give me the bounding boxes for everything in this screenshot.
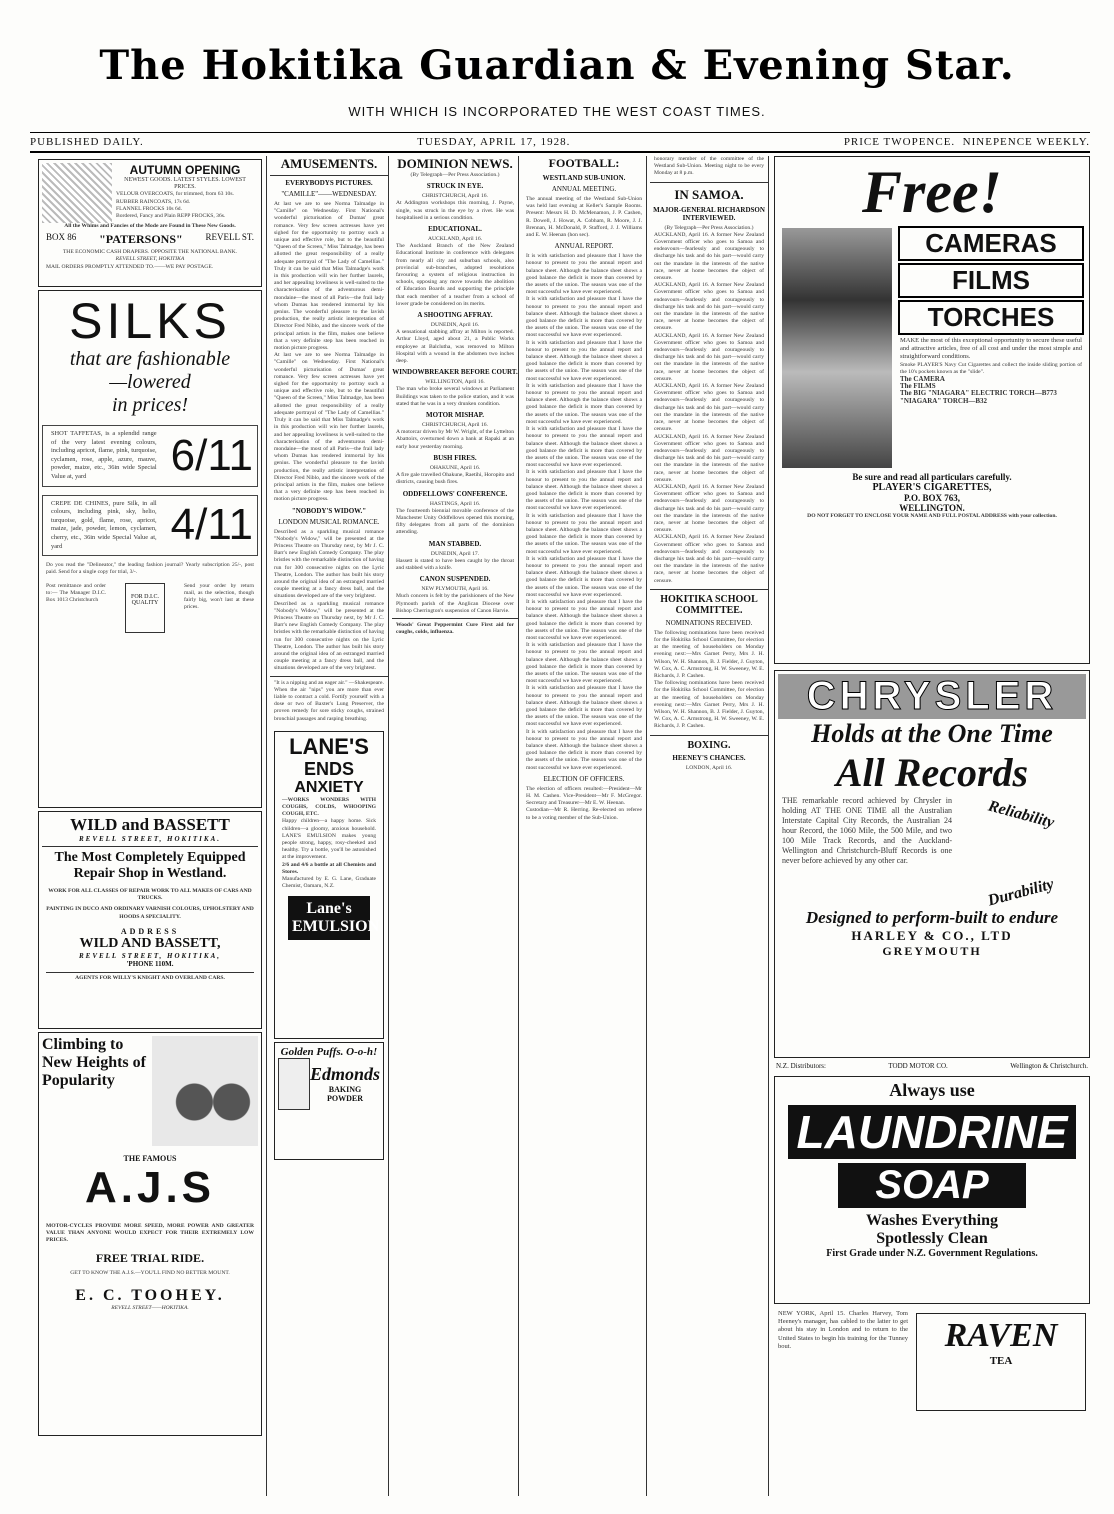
players-pobox: P.O. BOX 763,	[904, 493, 960, 503]
annual-report-body-10: It is with satisfaction and pleasure that I have the honour to present to you the annual report and balance sheet. Although the balance sheet shows a good balance the deficit is more than covered by the assets of the union. The season was one of the most successful we have ever experienced.	[526, 642, 642, 685]
baxters-text: When the air "nips" you are more than ever liable to contract a cold. Fortify yourself with a dose or two of Baxter's Lung Preserver, the proven remedy for sore sticky coughs, strained bronchial passages and rasping breathing.	[274, 686, 384, 722]
laundrine-soap-ad	[774, 1076, 1090, 1304]
football-heading: FOOTBALL:	[548, 156, 620, 170]
annual-meeting: ANNUAL MEETING.	[551, 185, 617, 193]
torches-heading: TORCHES	[898, 300, 1084, 335]
players-niagara-b32: "NIAGARA" TORCH—B32	[900, 396, 988, 405]
samoa-article-6: AUCKLAND, April 16. A former New Zealand Government officer who goes to Samoa and endeavours—fearlessly and courageously to discharge his task and do his part—would carry out the mandate in the interests of the native race, never at home becomes the object of censure.	[654, 483, 764, 534]
reliability-banner: Reliability	[986, 797, 1056, 832]
baking-tin-illustration	[278, 1058, 310, 1110]
patersons-address: REVELL STREET, HOKITIKA	[115, 256, 185, 263]
cameras-heading: CAMERAS	[898, 226, 1084, 261]
annual-report-body: It is with satisfaction and pleasure that I have the honour to present to you the annual report and balance sheet. Although the balance sheet shows a good balance the deficit is more than covered by the assets of the union. The season was one of the most successful we have ever experienced.	[526, 253, 642, 296]
washes-everything: Washes Everything	[865, 1212, 998, 1229]
chrysler-records: All Records	[835, 750, 1029, 795]
delineator-note: Do you read the "Delineator," the leading fashion journal? Yearly subscription 25/-, post paid. Send for a single copy for trial, 3/-.	[46, 562, 254, 576]
dominion-news-heading: DOMINION NEWS.	[397, 156, 513, 171]
samoa-article-7: AUCKLAND, April 16. A former New Zealand Government officer who goes to Samoa and endeavours—fearlessly and courageously to discharge his task and do his part—would carry out the mandate in the interests of the native race, never at home becomes the object of censure.	[654, 534, 764, 584]
price-taffetas: 6/11	[170, 430, 253, 480]
motor-mishap-dateline: CHRISTCHURCH, April 16.	[422, 422, 488, 429]
lanes-price: 2/6 and 4/6 a bottle at all Chemists and Stores.	[282, 861, 376, 875]
heeneys-chances: HEENEY'S CHANCES.	[672, 753, 746, 762]
chrysler-ad	[774, 670, 1090, 1058]
laundrine-logo: LAUNDRINE	[788, 1105, 1076, 1159]
wild-bassett-title: WILD and BASSETT	[70, 815, 230, 834]
free-heading: Free!	[862, 159, 1002, 225]
wild-bassett-address: REVELL STREET, HOKITIKA.	[78, 835, 221, 843]
samoa-article-5: AUCKLAND, April 16. A former New Zealand Government officer who goes to Samoa and endeavours—fearlessly and courageously to discharge his task and do his part—would carry out the mandate in the interests of the native race, never at home becomes the object of censure.	[654, 433, 764, 483]
repair-classes: WORK FOR ALL CLASSES OF REPAIR WORK TO ALL MAKES OF CARS AND TRUCKS.	[48, 888, 252, 902]
annual-report-body-7: It is with satisfaction and pleasure that I have the honour to present to you the annual report and balance sheet. Although the balance sheet shows a good balance the deficit is more than covered by the assets of the union. The season was one of the most successful we have ever experienced.	[526, 512, 642, 555]
column-amusements	[270, 156, 389, 1496]
autumn-opening: AUTUMN OPENING	[129, 163, 241, 177]
greymouth: GREYMOUTH	[882, 944, 982, 958]
players-smoke: Smoke PLAYER'S Navy Cut Cigarettes and collect the inside sliding portion of the 10's pockets known as the "slide".	[900, 361, 1082, 375]
shot-taffetas-desc: SHOT TAFFETAS, is a splendid range of the very latest evening colours, including apricot, flame, pink, turquoise, cyclamen, rose, apple, azure, mauve, powder, maize, etc., 36in wide Special Value at, yard	[51, 430, 157, 480]
lanes-works: —WORKS WONDERS WITH COUGHS, COLDS, WHOOPING COUGH, ETC.	[282, 796, 376, 818]
bush-fires-body: A fire gale travelled Ohakune, Raetihi, Horopito and districts, causing bush fires.	[396, 472, 514, 486]
fashion-figures-illustration	[42, 163, 112, 223]
oddfellows-conference: ODDFELLOWS' CONFERENCE.	[402, 489, 508, 498]
price: PRICE TWOPENCE.	[843, 136, 956, 148]
shakespeare-quote: "It is a nipping and an eager air." —Shakespeare.	[274, 679, 384, 686]
dic-quality-seal: FOR D.I.C. QUALITY	[125, 583, 165, 633]
toohey-address: REVELL STREET——HOKITIKA.	[111, 1304, 189, 1311]
box-number: BOX 86	[46, 232, 77, 243]
ends-heading: ENDS	[303, 758, 354, 779]
educational: EDUCATIONAL.	[428, 225, 482, 234]
baking-powder: BAKING POWDER	[326, 1085, 363, 1104]
players-cigarettes: PLAYER'S CIGARETTES,	[872, 482, 992, 493]
dateline	[30, 132, 1090, 153]
camille-title: "CAMILLE"——WEDNESDAY.	[281, 190, 377, 198]
players-wellington: WELLINGTON.	[899, 503, 965, 513]
nominations-list-2: The following nominations have been received for the Hokitika School Committee, for election at the meeting of householders on Monday evening next:—Mrs Garnet Perry, Mrs J. H. Wilson, W. H. Shannon, B. J. Fielder, J. Guyton, W. Cox, A. C. Armstrong, H. W. Sweeney, W. E. Richards, J. P. Cashen.	[654, 680, 764, 730]
samoa-article-2: AUCKLAND, April 16. A former New Zealand Government officer who goes to Samoa and endeavours—fearlessly and courageously to discharge his task and do his part—would carry out the mandate in the interests of the native race, never at home becomes the object of censure.	[654, 282, 764, 332]
election-of-officers: ELECTION OF OFFICERS.	[543, 774, 625, 783]
samoa-article-4: AUCKLAND, April 16. A former New Zealand Government officer who goes to Samoa and endeavours—fearlessly and courageously to discharge his task and do his part—would carry out the mandate in the interests of the native race, never at home becomes the object of censure.	[654, 383, 764, 433]
patersons-mail: MAIL ORDERS PROMPTLY ATTENDED TO.——WE PAY POSTAGE.	[46, 263, 214, 270]
agents-line: AGENTS FOR WILLY'S KNIGHT AND OVERLAND CARS.	[46, 972, 254, 982]
todd-motor-co: TODD MOTOR CO.	[888, 1062, 948, 1070]
column-dominion-news	[392, 156, 519, 1496]
annual-report-body-12: It is with satisfaction and pleasure that I have the honour to present to you the annual report and balance sheet. Although the balance sheet shows a good balance the deficit is more than covered by the assets of the union. The season was one of the most successful we have ever experienced.	[526, 728, 642, 771]
wild-bassett-name: WILD AND BASSETT,	[79, 935, 221, 951]
edmonds-ad	[274, 1042, 384, 1160]
toohey-name: E. C. TOOHEY.	[75, 1286, 225, 1304]
london-dateline: LONDON, April 16.	[685, 764, 733, 771]
samoa-article-3: AUCKLAND, April 16. A former New Zealand Government officer who goes to Samoa and endeavours—fearlessly and courageously to discharge his task and do his part—would carry out the mandate in the interests of the native race, never at home becomes the object of censure.	[654, 332, 764, 382]
spotlessly-clean: Spotlessly Clean	[876, 1230, 988, 1247]
velour-line: VELOUR OVERCOATS, for trimmed, from 63 10s.	[116, 191, 234, 198]
flannel-line: FLANNEL FROCKS 10s 6d.	[116, 205, 182, 212]
motor-mishap: MOTOR MISHAP.	[426, 411, 484, 420]
column-samoa	[650, 156, 769, 1496]
wild-bassett-address-2: REVELL STREET, HOKITIKA,	[78, 951, 221, 960]
players-camera: The CAMERA	[900, 375, 945, 384]
send-order-note: Send your order by return mail, as the selection, though fairly big, won't last at these prices.	[184, 582, 254, 611]
annual-report: ANNUAL REPORT.	[554, 242, 614, 251]
newest-goods: NEWEST GOODS. LATEST STYLES. LOWEST PRICES.	[124, 177, 246, 191]
lanes-manufacturer: Manufactured by E. G. Lane, Graduate Chemist, Oamaru, N.Z.	[282, 876, 376, 890]
raven-tea-ad	[916, 1313, 1086, 1411]
players-free-ad	[774, 156, 1090, 664]
harley-co: HARLEY & CO., LTD	[851, 928, 1013, 943]
issue-date: TUESDAY, APRIL 17, 1928.	[417, 136, 571, 148]
revell-street: REVELL ST.	[205, 232, 254, 243]
nominations-list: The following nominations have been received for the Hokitika School Committee, for election at the meeting of householders on Monday evening next:—Mrs Garnet Perry, Mrs J. H. Wilson, W. H. Shannon, B. J. Fielder, J. Guyton, W. Cox, A. C. Armstrong, H. W. Sweeney, W. E. Richards, J. P. Cashen.	[654, 629, 764, 679]
educational-dateline: AUCKLAND, April 16.	[427, 236, 483, 243]
windowbreaker-body: The man who broke several windows at Parliament Buildings was taken to the police station, and it was stated that he was in a very drunken condition.	[396, 386, 514, 407]
annual-report-body-11: It is with satisfaction and pleasure that I have the honour to present to you the annual report and balance sheet. Although the balance sheet shows a good balance the deficit is more than covered by the assets of the union. The season was one of the most successful we have ever experienced.	[526, 685, 642, 728]
films-heading: FILMS	[898, 263, 1084, 298]
ajs-motor-cycles-desc: MOTOR-CYCLES PROVIDE MORE SPEED, MORE POWER AND GREATER VALUE THAN ANYONE WOULD EXPECT FOR THEIR EXTREMELY LOW PRICES.	[46, 1223, 254, 1244]
edmonds-logo: Edmonds	[309, 1064, 380, 1085]
struck-in-eye-body: At Addington workshops this morning, J. Payne, single, was struck in the eye by a rivet. He was hospitalised in a serious condition.	[396, 200, 514, 221]
raven-tea: TEA	[989, 1355, 1013, 1367]
durability-banner: Durability	[986, 875, 1056, 910]
masthead-title: The Hokitika Guardian & Evening Star.	[99, 42, 1015, 89]
ajs-logo: A.J.S	[84, 1163, 216, 1212]
football-article: The annual meeting of the Westland Sub-Union was held last evening at Keller's Sample Rooms. Present: Messrs H. D. McMenamon, J. P. Cashen, R. Dowell, J. Howat, A. Cobham, R. Moore, J. J. Brennan, H. McDonald, P. Stafford, J. J. Williams and E. W. Heenan (hon sec).	[526, 196, 642, 239]
motorcycle-illustration	[152, 1036, 258, 1146]
weekly-price: NINEPENCE WEEKLY.	[962, 136, 1090, 148]
annual-report-body-6: It is with satisfaction and pleasure that I have the honour to present to you the annual report and balance sheet. Although the balance sheet shows a good balance the deficit is more than covered by the assets of the union. The season was one of the most successful we have ever experienced.	[526, 469, 642, 512]
bush-fires: BUSH FIRES.	[433, 453, 477, 462]
annual-report-body-2: It is with satisfaction and pleasure that I have the honour to present to you the annual report and balance sheet. Although the balance sheet shows a good balance the deficit is more than covered by the assets of the union. The season was one of the most successful we have ever experienced.	[526, 296, 642, 339]
silks-heading: SILKS	[69, 293, 231, 349]
struck-in-eye-dateline: CHRISTCHURCH, April 16.	[422, 193, 488, 200]
in-samoa-heading: IN SAMOA.	[650, 182, 768, 203]
silks-lowered: —lowered	[109, 371, 191, 393]
richardson-interviewed: MAJOR-GENERAL RICHARDSON INTERVIEWED.	[653, 205, 765, 222]
chrysler-logo: CHRYSLER	[778, 674, 1086, 719]
patersons-tagline: THE ECONOMIC CASH DRAPERS. OPPOSITE THE NATIONAL BANK.	[62, 249, 238, 256]
westland-sub-union: WESTLAND SUB-UNION.	[542, 174, 626, 182]
man-stabbed-dateline: DUNEDIN, April 17.	[430, 550, 480, 557]
nz-distributors: N.Z. Distributors:	[776, 1062, 826, 1070]
oddfellows-dateline: HASTINGS, April 16.	[429, 500, 481, 507]
patersons-ad	[38, 159, 262, 287]
camille-article-cont: At last we are to see Norma Talmadge in "Camille" on Wednesday. First National's wonderful picturisation of Dumas' great romance. Very few screen actresses have yet sighed for the opportunity to portray such a unique and effective role, but to the beautiful "Queen of the Screen," Miss Talmadge, has been allotted the great responsibility of a really adequate portrayal of "The Lady of Camellias." Truly it can be said that Miss Talmadge's work in this production will win her further laurels, and her appealing loveliness is well-suited to the characterisation of the adventurous demi-mondaine—the most of all Paris—the frail lady whom Dumas has rendered immortal by his genius. The wonderful pleasure to the lavish production, the really artistic interpretation of Director Fred Niblo, and the sincere work of the principal artists in the film, makes one believe that a very definite step has been reached in motion picture progress.	[274, 352, 384, 503]
dic-silks-ad	[38, 290, 262, 808]
oddfellows-body: The fourteenth biennial movable conference of the Manchester Unity Oddfellows opened this morning, fifty delegates from all parts of the dominion attending.	[396, 507, 514, 536]
wild-bassett-phone: 'PHONE 110M.	[126, 959, 174, 968]
chrysler-remarkable: THE remarkable record achieved by Chrysler in holding AT THE ONE TIME all the Australian Interstate Capital City Records, the Australian 24 hour Record, the 1060 Mile, the 500 Mile, and two 100 Mile Track Records, and the Auckland-Wellington and Christchurch-Bluff Records is one never before achieved by any other car.	[782, 796, 952, 865]
lanes-heading: LANE'S	[289, 733, 369, 759]
nobodys-widow-article: Described as a sparkling musical romance "Nobody's Widow," will be presented at the Princess Theatre on Thursday next, by Mr J. C. Barr's new English Comedy Company. The play bristles with the remarkable distinction of having run for 300 consecutive nights on the Lyric Theatre, London. The author has built his story around the original idea of an estranged married couple meeting at a fancy dress ball, and the situations developed are of the very brightest.	[274, 528, 384, 600]
london-musical-romance: LONDON MUSICAL ROMANCE.	[278, 517, 380, 526]
soap-logo: SOAP	[838, 1163, 1026, 1208]
ajs-ad	[38, 1032, 262, 1436]
players-niagara-big: The BIG "NIAGARA" ELECTRIC TORCH—B773	[900, 389, 1057, 398]
nobodys-widow-title: "NOBODY'S WIDOW."	[291, 506, 367, 515]
woods-peppermint: Woods' Great Peppermint Cure First aid for coughs, colds, influenza.	[396, 621, 514, 636]
post-remittance: Post remittance and order to:— The Manager D.I.C. Box 1013 Christchurch	[46, 582, 106, 603]
canon-suspended-dateline: NEW PLYMOUTH, April 16.	[421, 586, 489, 593]
column-football	[522, 156, 647, 1496]
ajs-climbing-headline: Climbing to New Heights of Popularity	[42, 1036, 146, 1089]
price-crepe: 4/11	[170, 500, 253, 550]
crepe-de-chine-desc: CREPE DE CHINES, pure Silk, in all colours, including pink, sky, helio, turquoise, gold, flame, rose, apricot, maize, jade, powder, lemon, cyclamen, cherry, etc., 36in wide Special Value at, yard	[51, 499, 157, 550]
column-advertisements-right	[774, 156, 1090, 1496]
rubber-line: RUBBER RAINCOATS, 17s 6d.	[116, 198, 191, 205]
annual-report-body-8: It is with satisfaction and pleasure that I have the honour to present to you the annual report and balance sheet. Although the balance sheet shows a good balance the deficit is more than covered by the assets of the union. The season was one of the most successful we have ever experienced.	[526, 555, 642, 598]
windowbreaker: WINDOWBREAKER BEFORE COURT.	[392, 368, 518, 377]
address-label: ADDRESS	[120, 926, 180, 936]
camille-article: At last we are to see Norma Talmadge in "Camille" on Wednesday. First National's wonderful picturisation of Dumas' great romance. Very few screen actresses have yet sighed for the opportunity to portray such a unique and effective role, but to the beautiful "Queen of the Screen," Miss Talmadge, has been allotted the great responsibility of a really adequate portrayal of "The Lady of Camellias." Truly it can be said that Miss Talmadge's work in this production will win her further laurels, and her appealing loveliness is well-suited to the characterisation of the adventurous demi-mondaine—the most of all Paris—the frail lady whom Dumas has rendered immortal by his genius. The wonderful pleasure to the lavish production, the really artistic interpretation of Director Fred Niblo, and the sincere work of the principal artists in the film, makes one believe that a very definite step has been reached in motion picture progress.	[274, 201, 384, 352]
lanes-emulsion-logo: Lane's EMULSION	[288, 896, 370, 940]
painting-line: PAINTING IN DUCO AND ORDINARY VARNISH COLOURS, UPHOLSTERY AND HOODS A SPECIALITY.	[46, 906, 254, 920]
nominations-received: NOMINATIONS RECEIVED.	[665, 618, 753, 627]
election-results: The election of officers resulted:—President—Mr H. M. Cashen. Vice-President—Mr F. McGregor. Secretary and Treasurer—Mr E. W. Heenan.	[526, 785, 642, 807]
annual-report-body-4: It is with satisfaction and pleasure that I have the honour to present to you the annual report and balance sheet. Although the balance sheet shows a good balance the deficit is more than covered by the assets of the union. The season was one of the most successful we have ever experienced.	[526, 382, 642, 425]
whims-line: All the Whims and Fancies of the Mode are Found in These New Goods.	[64, 223, 236, 229]
shooting-affray: A SHOOTING AFFRAY.	[417, 311, 493, 320]
bush-fires-dateline: OHAKUNE, April 16.	[429, 464, 481, 471]
anxiety-heading: ANXIETY	[294, 778, 364, 796]
silks-fashionable: that are fashionable	[69, 348, 231, 370]
struck-in-eye: STRUCK IN EYE.	[426, 182, 484, 191]
repair-shop-headline: The Most Completely Equipped Repair Shop in Westland.	[54, 850, 246, 881]
man-stabbed: MAN STABBED.	[428, 539, 482, 548]
published-daily: PUBLISHED DAILY.	[30, 136, 144, 148]
lanes-happy: Happy children—a happy home. Sick children—a gloomy, anxious household. LANE'S EMULSION makes young people strong, happy, rosy-cheeked and healthy. Try a bottle, you'll be astonished at the improvement.	[282, 818, 376, 861]
patersons-name: "PATERSONS"	[99, 232, 183, 247]
motor-mishap-body: A motorcar driven by Mr W. Wright, of the Lyttelton Abattoirs, overturned down a bank at Rapaki at an early hour yesterday morning.	[396, 429, 514, 450]
heeney-new-york: NEW YORK, April 15. Charles Harvey, Tom Heeney's manager, has cabled to the latter to get about his stay in London and to return to the United States to begin his training for the Tunney bout.	[778, 1310, 908, 1350]
everybodys-pictures: EVERYBODYS PICTURES.	[285, 179, 373, 187]
players-make-most: MAKE the most of this exceptional opportunity to secure these useful and attractive articles, free of all cost and under the most simple and straightforward conditions.	[900, 337, 1082, 361]
shooting-affray-body: A sensational stabbing affray at Milton is reported. Arthur Lloyd, aged about 21, a Public Works employee at Balclutha, was removed to Milton Hospital with a wound in the abdomen two inches deep.	[396, 329, 514, 365]
man-stabbed-body: Hassett is stated to have been caught by the throat and stabbed with a knife.	[396, 557, 514, 571]
chrysler-holds: Holds at the One Time	[811, 719, 1053, 748]
silks-prices: in prices!	[111, 394, 189, 416]
wellington-christchurch: Wellington & Christchurch.	[1010, 1062, 1088, 1070]
column-advertisements-left	[34, 156, 267, 1496]
windowbreaker-dateline: WELLINGTON, April 16.	[425, 379, 485, 386]
raven-logo: RAVEN	[944, 1317, 1058, 1354]
educational-body: The Auckland Branch of the New Zealand Educational Institute in conference with delegates from nearly all city and suburban schools, also provincial sub-branches, adopted resolutions favouring a system of religious instruction in schools, opposing any move towards the abolition of Education Boards and supporting the principle that each member of a teacher from a school of lower grade be considered on its merits.	[396, 243, 514, 307]
ajs-get-to-know: GET TO KNOW THE A.J.S.—YOU'LL FIND NO BETTER MOUNT.	[70, 1269, 230, 1276]
nobodys-widow-article-cont: Described as a sparkling musical romance "Nobody's Widow," will be presented at the Princess Theatre on Thursday next, by Mr J. C. Barr's new English Comedy Company. The play bristles with the remarkable distinction of having run for 300 consecutive nights on the Lyric Theatre, London. The author has built his story around the original idea of an estranged married couple meeting at a fancy dress ball, and the situations developed are of the very brightest.	[274, 600, 384, 672]
boxing-heading: BOXING.	[650, 735, 768, 751]
samoa-by-telegraph: (By Telegraph—Per Press Association.)	[664, 224, 754, 231]
lanes-emulsion-ad	[274, 731, 384, 1039]
golden-puffs: Golden Puffs. O-o-h!	[280, 1045, 378, 1058]
torch-camera-illustration	[782, 228, 892, 468]
by-telegraph: (By Telegraph—Per Press Association.)	[410, 172, 500, 178]
first-grade: First Grade under N.Z. Government Regulations.	[826, 1248, 1038, 1259]
always-use: Always use	[889, 1080, 975, 1100]
annual-report-body-3: It is with satisfaction and pleasure that I have the honour to present to you the annual report and balance sheet. Although the balance sheet shows a good balance the deficit is more than covered by the assets of the union. The season was one of the most successful we have ever experienced.	[526, 339, 642, 382]
annual-report-body-9: It is with satisfaction and pleasure that I have the honour to present to you the annual report and balance sheet. Although the balance sheet shows a good balance the deficit is more than covered by the assets of the union. The season was one of the most successful we have ever experienced.	[526, 598, 642, 641]
ajs-free-trial: FREE TRIAL RIDE.	[95, 1250, 205, 1265]
chrysler-designed: Designed to perform-built to endure	[805, 908, 1059, 927]
masthead-incorporated: WITH WHICH IS INCORPORATED THE WEST COAST TIMES.	[348, 104, 766, 119]
canon-suspended: CANON SUSPENDED.	[419, 575, 491, 584]
annual-report-body-5: It is with satisfaction and pleasure that I have the honour to present to you the annual report and balance sheet. Although the balance sheet shows a good balance the deficit is more than covered by the assets of the union. The season was one of the most successful we have ever experienced.	[526, 426, 642, 469]
players-films: The FILMS	[900, 382, 936, 391]
amusements-heading: AMUSEMENTS.	[280, 156, 378, 171]
canon-suspended-body: Much concern is felt by the parishioners of the New Plymouth parish of the Anglican Diocese over Bishop Cherrington's suspension of Canon Harvie.	[396, 593, 514, 614]
players-donot-forget: DO NOT FORGET TO ENCLOSE YOUR NAME AND FULL POSTAL ADDRESS with your collection.	[807, 513, 1057, 519]
custodian: Custodian—Mr R. Herring. Re-elected on referee to be a voting member of the Sub-Union.	[526, 807, 642, 821]
football-continued: honorary member of the committee of the Westland Sub-Union. Meeting night to be every Monday at 8 p.m.	[654, 156, 764, 177]
wild-bassett-ad	[38, 811, 262, 1029]
bordered-line: Bordered, Fancy and Plain REPP FROCKS, 36s.	[116, 213, 226, 220]
players-be-sure: Be sure and read all particulars carefully.	[852, 472, 1012, 482]
shooting-affray-dateline: DUNEDIN, April 16.	[430, 322, 480, 329]
the-famous: THE FAMOUS	[123, 1154, 177, 1163]
hokitika-school-committee: HOKITIKA SCHOOL COMMITTEE.	[650, 589, 768, 616]
samoa-article: AUCKLAND, April 16. A former New Zealand Government officer who goes to Samoa and endeavours—fearlessly and courageously to discharge his task and do his part—would carry out the mandate in the interests of the native race, never at home becomes the object of censure.	[654, 231, 764, 282]
